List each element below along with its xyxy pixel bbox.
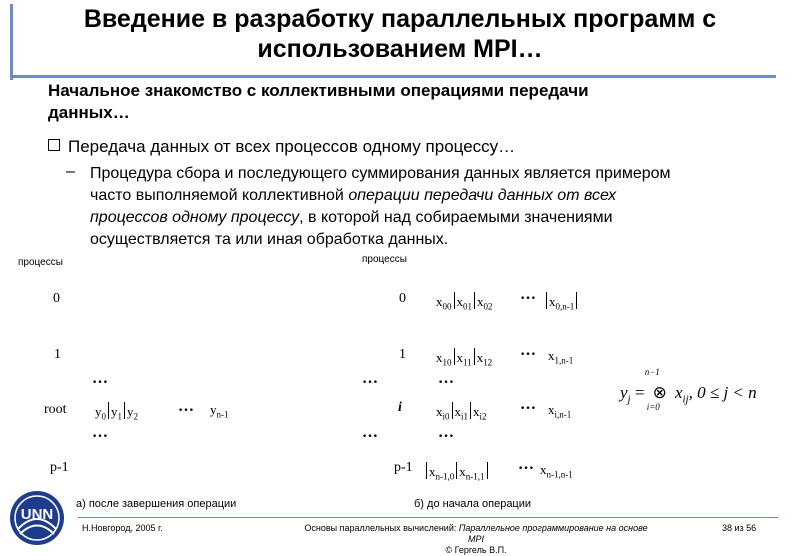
- x-cell: x: [456, 350, 463, 365]
- diagram-b-row-1-last: [548, 348, 573, 366]
- x-cell: x: [548, 348, 555, 363]
- cell-divider: [454, 292, 455, 309]
- formula-term: x: [674, 383, 683, 402]
- formula-term-sub: ij: [682, 393, 689, 406]
- diagram-a-dots-root: …: [178, 398, 195, 415]
- x-cell: x: [548, 402, 555, 417]
- cell-divider: [487, 462, 488, 479]
- cell-sub: 1,n-1: [554, 355, 574, 366]
- diagram-b-row-1-cells: [436, 348, 492, 368]
- cell-sub: i,n-1: [554, 409, 572, 420]
- footer-center-line-3: © Гергель В.П.: [445, 545, 507, 555]
- cell-divider: [124, 402, 125, 419]
- diagram-a-row-1: 1: [54, 347, 61, 362]
- cell-divider: [426, 462, 427, 479]
- cell-sub: 01: [463, 301, 472, 312]
- cell-sub: i1: [461, 411, 469, 422]
- yn-cell: y: [210, 402, 217, 417]
- bullet-2-plain: часто выполняемой коллективной: [90, 187, 349, 204]
- cell-sub: i2: [479, 411, 487, 422]
- diagram-b-dots-r0: …: [520, 286, 537, 303]
- footer-center-plain: Основы параллельных вычислений:: [304, 523, 459, 533]
- page-title: [0, 4, 800, 64]
- logo-text: UNN: [20, 506, 54, 523]
- cell-divider: [470, 402, 471, 419]
- y0-sub: 0: [101, 411, 106, 422]
- diagram-b-dots-col-bottom: …: [438, 424, 455, 441]
- formula-lhs: y: [620, 383, 628, 402]
- cell-divider: [454, 348, 455, 365]
- footer-center-line-1: [256, 523, 696, 534]
- diagram-b-dots-left-bottom: …: [362, 424, 379, 441]
- footer-left: Н.Новгород, 2005 г.: [82, 523, 163, 533]
- diagram-a-root-values: [95, 402, 138, 422]
- diagram-b-row-0-cells: [436, 292, 493, 312]
- cell-sub: 0,n-1: [555, 301, 575, 312]
- diagram-b-dots-ri: …: [520, 396, 537, 413]
- cell-sub: i0: [442, 411, 450, 422]
- sum-formula: [620, 367, 757, 412]
- cell-sub: 11: [463, 357, 472, 368]
- bullet-2-plain-2: , в которой над собираемыми значениями: [299, 209, 613, 226]
- formula-operator: [644, 367, 671, 412]
- footer-center: [256, 523, 696, 556]
- cell-divider: [474, 348, 475, 365]
- diagram-a-row-0: 0: [53, 291, 60, 306]
- x-cell: x: [436, 294, 443, 309]
- diagram-b-row-0: 0: [399, 291, 406, 306]
- diagram-a-yn-cell: [210, 402, 229, 420]
- formula-upper: n−1: [644, 367, 660, 377]
- cell-sub: 00: [442, 301, 452, 312]
- bullet-2-line-2: [90, 185, 780, 207]
- diagram-a-row-root: root: [44, 402, 67, 417]
- footer-divider: [78, 517, 778, 518]
- bullet-level-1: [48, 136, 768, 158]
- formula-lower: i=0: [646, 402, 660, 412]
- dash-bullet: –: [66, 163, 75, 180]
- cell-divider: [474, 292, 475, 309]
- footer-center-line-2: MPI: [467, 534, 484, 544]
- bullet-1-text: Передача данных от всех процессов одному процессу…: [68, 137, 516, 156]
- x-cell: x: [459, 464, 466, 479]
- diagram-b-dots-col-top: …: [438, 370, 455, 387]
- cell-sub: n-1,0: [435, 471, 455, 482]
- square-bullet-icon: [48, 139, 60, 151]
- subtitle-line-2: данных…: [48, 103, 130, 122]
- formula-eq: =: [634, 383, 645, 402]
- diagram-a-dots-top: …: [92, 370, 109, 387]
- footer-center-italic: Параллельное программирование на основе: [458, 523, 648, 533]
- section-subtitle: [48, 80, 748, 124]
- page-number: 38 из 56: [722, 523, 757, 533]
- x-cell: x: [549, 294, 556, 309]
- diagram-b-row-i-cells: [436, 402, 487, 422]
- title-line-1: Введение в разработку параллельных программ с: [83, 5, 717, 33]
- diagram-b-row-1: 1: [399, 347, 406, 362]
- bullet-2-line-3: [90, 207, 780, 229]
- diagram-b-row-p1-last: [540, 462, 573, 480]
- formula-condition: , 0 ≤ j < n: [688, 383, 757, 402]
- bullet-2-line-4: осуществляется та или иная обработка данных.: [90, 231, 449, 248]
- y2-sub: 2: [133, 411, 138, 422]
- bullet-2-line-1: Процедура сбора и последующего суммирования данных является примером: [90, 165, 671, 182]
- diagram-a-caption: а) после завершения операции: [76, 498, 237, 510]
- x-cell: x: [436, 404, 443, 419]
- cell-sub: n-1,n-1: [546, 469, 573, 480]
- cell-sub: n-1,1: [465, 471, 485, 482]
- diagram-b-row-p1-cells: [424, 462, 490, 482]
- bullet-level-2: [90, 163, 780, 251]
- x-cell: x: [477, 294, 484, 309]
- diagram-b-row-0-last: [544, 292, 579, 312]
- title-line-2: использованием MPI…: [257, 35, 543, 63]
- diagram-b-row-i: i: [398, 400, 402, 415]
- subtitle-line-1: Начальное знакомство с коллективными операциями передачи: [48, 81, 589, 100]
- diagram-a-row-p1: p-1: [50, 460, 69, 475]
- cell-sub: 10: [442, 357, 452, 368]
- bullet-2-italic-2: процессов одному процессу: [90, 209, 300, 226]
- diagram-b-dots-rp: …: [518, 456, 535, 473]
- cell-divider: [108, 402, 109, 419]
- x-cell: x: [540, 462, 547, 477]
- diagram-b-dots-r1: …: [520, 342, 537, 359]
- x-cell: x: [456, 294, 463, 309]
- cell-sub: 02: [483, 301, 493, 312]
- y0-cell: y: [95, 404, 102, 419]
- y2-cell: y: [127, 404, 134, 419]
- x-cell: x: [473, 404, 480, 419]
- bullet-2-italic: операции передачи данных от всех: [348, 187, 617, 204]
- cell-divider: [576, 292, 577, 309]
- formula-lhs-sub: j: [627, 393, 631, 406]
- x-cell: x: [476, 350, 484, 365]
- x-cell: x: [436, 350, 443, 365]
- cell-sub: 12: [483, 357, 493, 368]
- cell-divider: [546, 292, 547, 309]
- x-cell: x: [454, 404, 462, 419]
- cell-divider: [452, 402, 453, 419]
- diagram-b-dots-left-top: …: [362, 370, 379, 387]
- formula-op: ⊗: [652, 383, 667, 402]
- x-cell: x: [429, 464, 436, 479]
- cell-divider: [456, 462, 457, 479]
- y1-cell: y: [111, 404, 118, 419]
- diagram-b-row-i-last: [548, 402, 571, 420]
- diagram-a-processes-label: процессы: [18, 257, 63, 268]
- unn-logo: [8, 489, 66, 547]
- y1-sub: 1: [117, 411, 122, 422]
- diagram-b-row-p1: p-1: [394, 460, 413, 475]
- yn-sub: n-1: [216, 409, 229, 420]
- diagram-b-caption: б) до начала операции: [414, 498, 532, 510]
- title-accent-horizontal: [10, 75, 776, 78]
- diagram-b-processes-label: процессы: [362, 254, 407, 265]
- diagram-a-dots-bottom: …: [92, 424, 109, 441]
